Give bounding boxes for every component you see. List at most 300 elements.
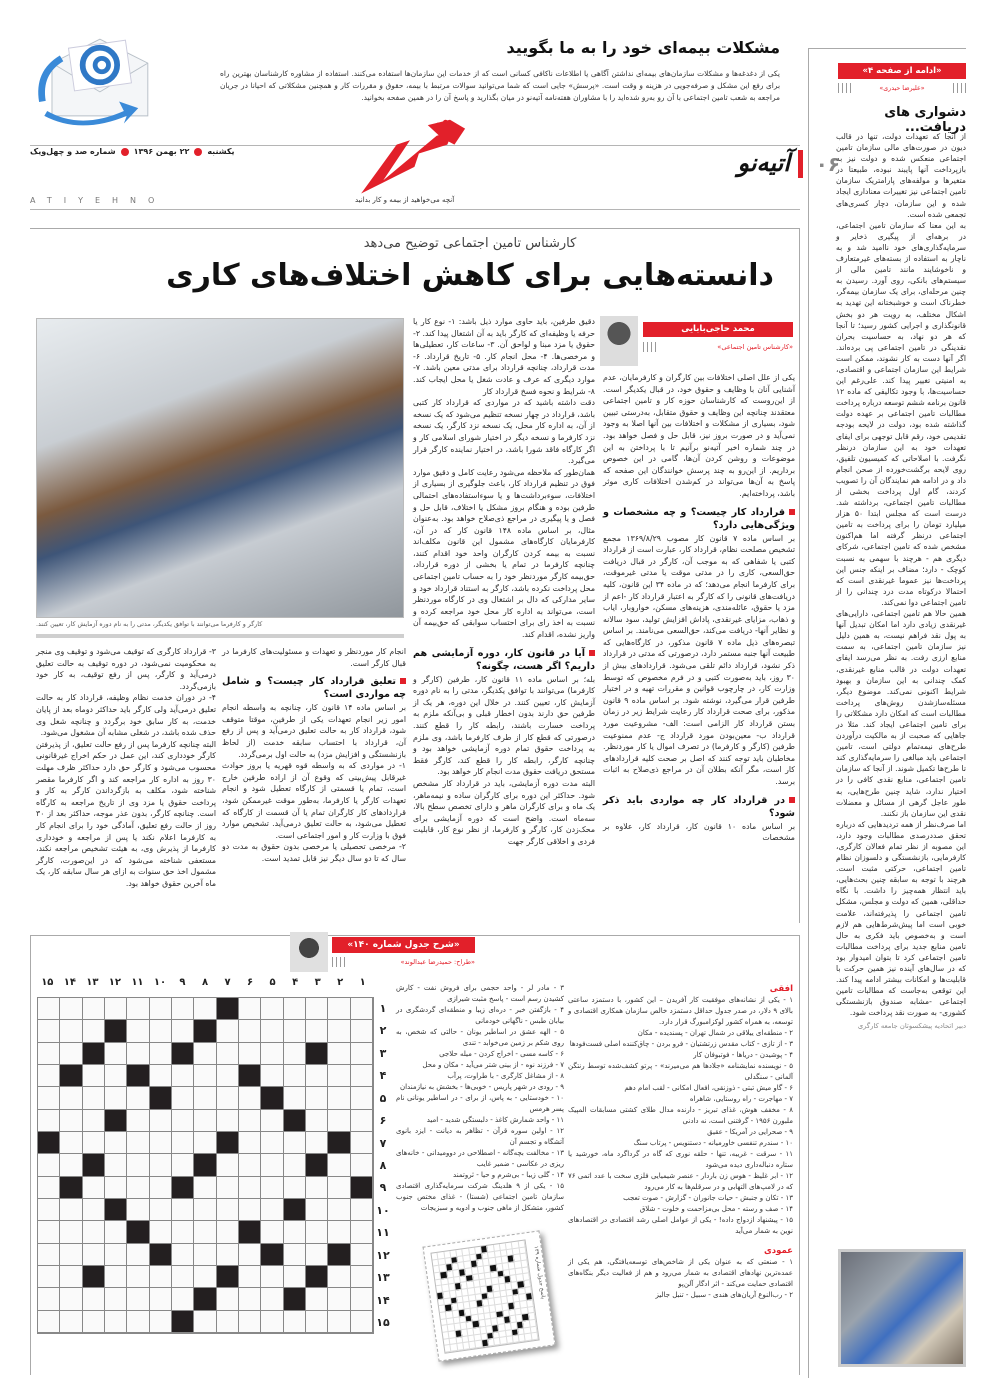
crossword-cell[interactable]	[284, 1065, 306, 1087]
article-paragraph: دقیق طرفین، باید حاوی موارد ذیل باشد: ۱- نوع کار یا حرفه یا وظیفه‌ای که کارگر باید به آن اشتغال پیدا کند. ۲- حقوق یا مزد مبنا و لواحق آن. ۳- ساعات کار، تعطیلی‌ها و مرخصی‌ها. ۴- محل انجام کار. ۵- تاریخ قرارداد. ۶- مدت قرارداد، چنانچه قرارداد برای مدتی معین باشد. ۷- موارد دیگری که عرف و عادت شغل یا محل ایجاب کند. ۸- شرایط و نحوه فسخ قرارداد کار	[413, 317, 595, 396]
clue: ۶ - کاسه مسی - اخراج کردن - میله حلاجی	[439, 1050, 564, 1058]
clue: ۱۰ - خودستایی - به پاس، از برای - در اساطیر یونانی نام پسر هرمس	[396, 1094, 564, 1113]
crossword-cell[interactable]	[261, 1043, 283, 1065]
crossword-cell[interactable]	[239, 998, 261, 1020]
author-name: محمد حاجی‌بابایی	[643, 322, 793, 337]
email-at-icon	[30, 20, 165, 135]
clue: ۱۴ - صف و رسته - محل بی‌مزاحمت و خلوت - شلاق	[639, 1205, 793, 1213]
crossword-cell[interactable]	[194, 1177, 216, 1199]
crossword-black-cell	[60, 1065, 82, 1087]
sidebar-paragraph: اما صرف‌نظر از همه تردیدهایی که درباره تحقق صددرصدی مطالبات وجود دارد، این مصوبه از نظر تمام فعالان کارگری، کارفرمایی، بازنشستگی و دلسوزان نظام تامین اجتماعی، حرکتی مثبت است. هرچند با توجه به سابقه چنین بحث‌هایی، باید انتظار همه‌چیز را داشت. با نگاه حداقلی، همین که دولت و مجلس، مشکل تامین اجتماعی را پذیرفته‌اند، علامت خوبی است اما پیش‌شرط‌هایی هم لازم است و به‌خصوص باید فکری به حال تامین منابع جدید برای پرداخت مطالبات تامین اجتماعی کرد تا بتوان امیدوار بود که در سال‌های آینده نیز همین حرکت با قابلیت‌ها و امکانات بیشتر ادامه پیدا کند. این توقعی به‌جاست که مطالبات تامین اجتماعی -مشابه صندوق بازنشستگی کشوری- به صورت نقد پرداخت شود.	[836, 819, 966, 1018]
clue: ۱۳ - تکان و جنبش - حیات جانوران - گزارش - صوت تعجب	[623, 1194, 793, 1202]
article-paragraph: بر اساس ماده ۷ قانون کار مصوب ۱۳۶۹/۸/۲۹ مجمع تشخیص مصلحت نظام، قرارداد کار، عبارت است از قرارداد کتبی یا شفاهی که به موجب آن، کارگر در قبال دریافت حق‌السعی، کاری را در مدتی موقت یا مدتی غیرموقت، برای کارفرما انجام می‌دهد؛ که در ماده ۳۴ این قانون، کلیه دریافت‌های قانونی را که کارگر به اعتبار قرارداد کار -اعم از مزد یا حقوق، عائله‌مندی، هزینه‌های مسکن، خواروبار، ایاب و ذهاب، مزایای غیرنقدی، پاداش افزایش تولید، سود سالانه و نظایر آنها- دریافت می‌کند، حق‌السعی می‌نامند. بر اساس تبصره‌های ذیل ماده ۷ قانون مذکور، در کارگاه‌هایی که طبیعت آنها جنبه مستمر دارد، درصورتی که مدتی در قرارداد ذکر نشود، قرارداد دائم تلقی می‌شود. قراردادهای بیش از ۳۰ روز، باید به‌صورت کتبی و در فرم مخصوص که توسط وزارت کار، در چارچوب قوانین و مقررات تهیه و در اختیار طرفین قرار می‌گیرد، نوشته شود. بر اساس ماده ۹ قانون مذکور، برای صحت قرارداد کار رعایت شرایط زیر در زمان بستن قرارداد کار الزامی است: الف- مشروعیت مورد قرارداد ب- معین‌بودن مورد قرارداد ج- عدم ممنوعیت طرفین (کارگر و کارفرما) در تصرف اموال یا کار موردنظر. مخاطبان باید توجه کنند که اصل بر صحت کلیه قراردادهای کار است، مگر آنکه بطلان آن در مراجع ذی‌صلاح به اثبات برسد.	[603, 533, 795, 786]
article-column-4	[36, 646, 216, 889]
crossword-cell[interactable]	[150, 1020, 172, 1042]
clue: ۱۳ - مخالفت بچه‌گانه - اصطلاحی در دوومیدانی - خانه‌های ریزی در عکاسی - ضمیر غایب	[396, 1149, 564, 1168]
crossword-cell[interactable]	[306, 998, 328, 1020]
crossword-cell[interactable]	[239, 1043, 261, 1065]
crossword-cell[interactable]	[217, 1244, 239, 1266]
crossword-cell[interactable]	[261, 1266, 283, 1288]
crossword-black-cell	[306, 1154, 328, 1176]
crossword-cell[interactable]	[83, 1221, 105, 1243]
crossword-cell[interactable]	[217, 1177, 239, 1199]
crossword-cell[interactable]	[83, 1132, 105, 1154]
crossword-cell[interactable]	[328, 1199, 350, 1221]
crossword-cell[interactable]	[150, 1043, 172, 1065]
designer-avatar	[290, 932, 328, 972]
crossword-cell[interactable]	[150, 1311, 172, 1333]
crossword-title: «شرح جدول شماره ۱۴۰»	[332, 937, 475, 953]
crossword-cell[interactable]	[60, 1311, 82, 1333]
article-paragraph: البته چنانچه کارفرما پس از رفع حالت تعلیق، از پذیرفتن کارگر خودداری کند، این عمل در حکم اخراج غیرقانونی محسوب می‌شود و کارگر حق دارد حداکثر ظرف مهلت ۳۰ روز به اداره کار مراجعه کند و اگر کارفرما مقصر شناخته شود، مکلف به بازگرداندن کارگر به کار و پرداخت حقوق یا مزد وی از تاریخ مراجعه به کارگاه است. چنانچه کارگر، بدون عذر موجه، حداکثر بعد از ۳۰ روز از حالت رفع تعلیق، آمادگی خود را برای انجام کار به کارفرما اعلام نکند یا پس از مراجعه و خودداری کارفرما از پذیرش وی، به هیئت تشخیص مراجعه نکند، مستعفی شناخته می‌شود که در این‌صورت، کارگر مشمول اخذ حق سنوات به ازای هر سال سابقه کار، یک ماه آخرین حقوق خواهد بود.	[36, 739, 216, 888]
clue: ۷ - مهاجرت - راه روستایی، شاهراه	[689, 1095, 793, 1103]
crossword-cell[interactable]	[351, 1199, 373, 1221]
crossword-cell[interactable]	[284, 1132, 306, 1154]
crossword-cell[interactable]	[351, 1266, 373, 1288]
crossword-cell[interactable]	[38, 1065, 60, 1087]
crossword-cell[interactable]	[306, 1132, 328, 1154]
crossword-cell[interactable]	[105, 998, 127, 1020]
crossword-cell[interactable]	[150, 1221, 172, 1243]
crossword-cell[interactable]	[306, 1288, 328, 1310]
crossword-black-cell	[306, 1043, 328, 1065]
crossword-cell[interactable]	[150, 1288, 172, 1310]
article-paragraph: دقت داشته باشید که در مواردی که قرارداد کار کتبی باشد، قرارداد در چهار نسخه تنظیم می‌شود که یک نسخه از آن، به اداره کار محل، یک نسخه نزد کارگر، یک نسخه نزد کارفرما و نسخه دیگر در اختیار شورای اسلامی کار و اگر کارگاه فاقد شورا باشد، در اختیار نماینده کارگر قرار می‌گیرد.	[413, 398, 595, 466]
crossword-cell[interactable]	[328, 1266, 350, 1288]
crossword-cell[interactable]	[105, 1266, 127, 1288]
article-photo	[36, 318, 404, 618]
author-avatar	[600, 316, 638, 366]
subheading-text: تعلیق قرارداد کار چیست؟ و شامل چه مواردی است؟	[222, 676, 406, 701]
row-number: ۶	[379, 1114, 387, 1128]
crossword-cell[interactable]	[127, 1266, 149, 1288]
crossword-cell[interactable]	[38, 1266, 60, 1288]
crossword-cell[interactable]	[105, 1311, 127, 1333]
crossword-cell[interactable]	[38, 1288, 60, 1310]
continued-from-banner: «ادامه از صفحه ۴»	[838, 63, 966, 79]
crossword-black-cell	[261, 1087, 283, 1109]
issue-number: شماره صد و چهل‌ویک	[30, 147, 116, 156]
crossword-cell[interactable]	[127, 1132, 149, 1154]
crossword-black-cell	[328, 1132, 350, 1154]
crossword-cell[interactable]	[239, 1244, 261, 1266]
crossword-cell[interactable]	[284, 1244, 306, 1266]
crossword-cell[interactable]	[172, 1199, 194, 1221]
crossword-cell[interactable]	[38, 1110, 60, 1132]
sidebar-author-line	[838, 83, 966, 93]
crossword-cell[interactable]	[60, 1221, 82, 1243]
crossword-cell[interactable]	[217, 1221, 239, 1243]
crossword-cell[interactable]	[261, 1065, 283, 1087]
crossword-cell[interactable]	[306, 1110, 328, 1132]
crossword-cell[interactable]	[351, 998, 373, 1020]
crossword-cell[interactable]	[172, 1288, 194, 1310]
crossword-cell[interactable]	[127, 1154, 149, 1176]
crossword-black-cell	[105, 1110, 127, 1132]
column-number: ۵	[269, 977, 276, 988]
crossword-cell[interactable]	[351, 1221, 373, 1243]
crossword-black-cell	[172, 1043, 194, 1065]
article-paragraph: ۲- مرخصی تحصیلی یا مرخصی بدون حقوق به مدت دو سال که تا دو سال دیگر نیز قابل تمدید است.	[222, 842, 406, 863]
subheading	[222, 675, 406, 701]
crossword-cell[interactable]	[60, 1288, 82, 1310]
crossword-cell[interactable]	[261, 1132, 283, 1154]
header-title: مشکلات بیمه‌ای خود را به ما بگویید	[506, 38, 780, 57]
tick-marks-icon	[953, 83, 966, 93]
crossword-cell[interactable]	[105, 1132, 127, 1154]
crossword-cell[interactable]	[351, 1043, 373, 1065]
crossword-cell[interactable]	[306, 1244, 328, 1266]
crossword-cell[interactable]	[284, 1266, 306, 1288]
crossword-cell[interactable]	[194, 1199, 216, 1221]
crossword-cell[interactable]	[38, 1043, 60, 1065]
crossword-cell[interactable]	[194, 1311, 216, 1333]
crossword-cell[interactable]	[105, 1221, 127, 1243]
crossword-cell[interactable]	[38, 1177, 60, 1199]
crossword-cell[interactable]	[150, 1132, 172, 1154]
crossword-cell[interactable]	[127, 1087, 149, 1109]
tick-marks-icon	[643, 342, 656, 352]
crossword-black-cell	[194, 1020, 216, 1042]
crossword-cell[interactable]	[351, 1087, 373, 1109]
crossword-cell[interactable]	[83, 998, 105, 1020]
crossword-cell[interactable]	[351, 1244, 373, 1266]
crossword-cell[interactable]	[239, 1311, 261, 1333]
crossword-cell[interactable]	[127, 1110, 149, 1132]
column-number: ۱۱	[131, 977, 144, 988]
crossword-cell[interactable]	[127, 1311, 149, 1333]
crossword-cell[interactable]	[127, 1020, 149, 1042]
crossword-cell[interactable]	[284, 1221, 306, 1243]
crossword-black-cell	[83, 1266, 105, 1288]
crossword-cell[interactable]	[83, 1110, 105, 1132]
sidebar-author: «علیرضا حیدری»	[879, 84, 925, 92]
crossword-cell[interactable]	[83, 1087, 105, 1109]
clue: ۳ - مادر لر - واحد حجمی برای فروش نفت - کارش کشیدن رسم است - پاسخ مثبت شیرازی	[396, 984, 564, 1003]
crossword-cell[interactable]	[105, 1065, 127, 1087]
crossword-cell[interactable]	[60, 1087, 82, 1109]
subheading-text: قرارداد کار چیست؟ و چه مشخصات و ویژگی‌هایی دارد؟	[603, 506, 795, 531]
article-column-2	[413, 316, 595, 848]
row-number: ۸	[379, 1159, 387, 1173]
crossword-cell[interactable]	[239, 1266, 261, 1288]
row-number: ۱۳	[376, 1271, 390, 1285]
crossword-cell[interactable]	[172, 1132, 194, 1154]
clues-vertical-title: عمودی	[764, 1246, 793, 1256]
clues-vertical-continued	[396, 983, 564, 1214]
clue: ۳ - از تازی - کتاب مقدس زرتشتیان - فرو بردن - چاق‌کننده اصلی فست‌فودها	[569, 1040, 793, 1048]
crossword-cell[interactable]	[261, 1311, 283, 1333]
crossword-cell[interactable]	[172, 1221, 194, 1243]
crossword-cell[interactable]	[351, 1065, 373, 1087]
sidebar-body	[836, 131, 966, 1031]
article-column-3	[222, 646, 406, 865]
crossword-cell[interactable]	[150, 998, 172, 1020]
crossword-cell[interactable]	[150, 1110, 172, 1132]
crossword-cell[interactable]	[306, 1020, 328, 1042]
crossword-cell[interactable]	[83, 1288, 105, 1310]
crossword-cell[interactable]	[60, 1132, 82, 1154]
clue: ۱۵ - پیشنهاد ازدواج داده! - یکی از عوامل اصلی رشد اقتصادی در اقتصادهای نوین به شمار می‌آید	[568, 1216, 793, 1235]
crossword-cell[interactable]	[83, 1244, 105, 1266]
crossword-cell[interactable]	[172, 1110, 194, 1132]
crossword-cell[interactable]	[60, 1020, 82, 1042]
clues-vertical-list	[568, 1257, 793, 1301]
clues-horizontal	[568, 983, 793, 1301]
crossword-cell[interactable]	[194, 1110, 216, 1132]
crossword-black-cell	[105, 1020, 127, 1042]
crossword-cell[interactable]	[328, 1154, 350, 1176]
subheading	[413, 647, 595, 673]
crossword-cell[interactable]	[306, 1065, 328, 1087]
crossword-cell[interactable]	[194, 1043, 216, 1065]
clue: ۸ - مخفف هوش، غذای تبریز - دارنده مدال طلای کشتی مسابقات المپیک ملبورن ۱۹۵۶ - گرفتنی است، نه دادنی	[568, 1106, 793, 1125]
crossword-cell[interactable]	[217, 1110, 239, 1132]
crossword-cell[interactable]	[351, 1311, 373, 1333]
crossword-cell[interactable]	[217, 1288, 239, 1310]
crossword-cell[interactable]	[284, 1043, 306, 1065]
crossword-cell[interactable]	[306, 1199, 328, 1221]
crossword-column-numbers	[36, 977, 374, 988]
crossword-cell[interactable]	[261, 1288, 283, 1310]
crossword-black-cell	[127, 1065, 149, 1087]
crossword-cell[interactable]	[306, 1087, 328, 1109]
crossword-cell[interactable]	[194, 1132, 216, 1154]
sidebar-credit: دبیر اتحادیه پیشکسوتان جامعه کارگری	[857, 1021, 966, 1030]
clues-horizontal-list	[568, 995, 793, 1237]
crossword-black-cell	[150, 1087, 172, 1109]
crossword-cell[interactable]	[351, 1110, 373, 1132]
crossword-cell[interactable]	[127, 1177, 149, 1199]
crossword-cell[interactable]	[194, 1087, 216, 1109]
clue: ۱۱ - واحد شمارش کاغذ - دلبستگی شدید - امید	[426, 1116, 564, 1124]
article-paragraph: البته مدت دوره آزمایشی، باید در قرارداد کار مشخص شود. حداکثر این دوره برای کارگران ساده و نیمه‌ماهر، یک ماه و برای کارگران ماهر و دارای تخصص سطح بالا، سه‌ماه است. واضح است که دوره آزمایشی برای محک‌زدن کار، کارگر و کارفرما، از نظر نوع کار، قابلیت فردی و اخلاقی کارگر جهت	[413, 778, 595, 846]
crossword-cell[interactable]	[38, 1311, 60, 1333]
crossword-cell[interactable]	[150, 1154, 172, 1176]
row-number: ۱۴	[376, 1293, 390, 1307]
column-number: ۱۲	[108, 977, 121, 988]
crossword-grid	[37, 997, 374, 1334]
clue: ۱۲ - اولین سوره قرآن - تظاهر به دیانت - ایزد بانوی آتشگاه و تجسم آن	[396, 1127, 564, 1146]
crossword-cell[interactable]	[328, 1043, 350, 1065]
crossword-cell[interactable]	[194, 998, 216, 1020]
crossword-cell[interactable]	[83, 1199, 105, 1221]
crossword-cell[interactable]	[38, 1199, 60, 1221]
crossword-cell[interactable]	[172, 1266, 194, 1288]
crossword-cell[interactable]	[172, 1087, 194, 1109]
crossword-cell[interactable]	[261, 1177, 283, 1199]
crossword-cell[interactable]	[105, 1154, 127, 1176]
crossword-cell[interactable]	[239, 1020, 261, 1042]
crossword-cell[interactable]	[328, 1087, 350, 1109]
crossword-cell[interactable]	[194, 1266, 216, 1288]
crossword-cell[interactable]	[284, 1311, 306, 1333]
red-square-icon	[789, 509, 795, 515]
crossword-black-cell	[194, 1288, 216, 1310]
clue: ۱۵ - یکی از ۹ هلدینگ شرکت سرمایه‌گذاری اقتصادی سازمان تامین اجتماعی (شستا) - غذای مختص جنوب کشور، متشکل از ماهی جنوب و ادویه و سبزیجات	[396, 1182, 564, 1212]
clue: ۱۰ - سندرم تنفسی خاورمیانه - دستنویس - پرتاب سنگ	[633, 1139, 793, 1147]
crossword-cell[interactable]	[328, 1221, 350, 1243]
row-number: ۱	[379, 1001, 387, 1015]
crossword-cell[interactable]	[284, 998, 306, 1020]
crossword-cell[interactable]	[306, 1311, 328, 1333]
crossword-cell[interactable]	[328, 1177, 350, 1199]
crossword-cell[interactable]	[105, 1087, 127, 1109]
crossword-cell[interactable]	[127, 1199, 149, 1221]
crossword-cell[interactable]	[284, 1087, 306, 1109]
clue: ۶ - گاو میش تبتی - ذوزنقی، افعال امکانی - لقب امام دهم	[624, 1084, 793, 1092]
crossword-cell[interactable]	[83, 1177, 105, 1199]
bullet-dot-icon	[194, 148, 202, 156]
crossword-cell[interactable]	[38, 1087, 60, 1109]
crossword-cell[interactable]	[60, 1110, 82, 1132]
crossword-cell[interactable]	[105, 1177, 127, 1199]
clues-horizontal-title: افقی	[769, 984, 793, 994]
subheading	[603, 794, 795, 820]
red-square-icon	[789, 797, 795, 803]
crossword-cell[interactable]	[127, 1288, 149, 1310]
crossword-cell[interactable]	[60, 998, 82, 1020]
crossword-cell[interactable]	[105, 1244, 127, 1266]
crossword-cell[interactable]	[217, 1311, 239, 1333]
crossword-cell[interactable]	[217, 1087, 239, 1109]
crossword-cell[interactable]	[284, 1177, 306, 1199]
crossword-cell[interactable]	[38, 1221, 60, 1243]
crossword-cell[interactable]	[261, 1110, 283, 1132]
crossword-cell[interactable]	[239, 1154, 261, 1176]
crossword-cell[interactable]	[217, 1065, 239, 1087]
clue: ۱۲ - ابر غلیظ - هوس زن باردار - عنصر شیمیایی فلزی سخت با عدد اتمی ۷۶ که در لامپ‌های التهابی و در سرقلم‌ها به کار می‌رود	[568, 1172, 793, 1191]
crossword-cell[interactable]	[351, 1154, 373, 1176]
clue: ۹ - رودی در شهر پاریس - خوبی‌ها - بخشش به نیازمندان	[399, 1083, 564, 1091]
crossword-cell[interactable]	[328, 998, 350, 1020]
crossword-cell[interactable]	[150, 1199, 172, 1221]
crossword-black-cell	[239, 1221, 261, 1243]
crossword-cell[interactable]	[261, 1154, 283, 1176]
crossword-cell[interactable]	[172, 1065, 194, 1087]
crossword-cell[interactable]	[38, 1154, 60, 1176]
column-number: ۱۳	[86, 977, 99, 988]
author-role-line	[643, 342, 793, 352]
article-paragraph: بله؛ بر اساس ماده ۱۱ قانون کار، طرفین (کارگر و کارفرما) می‌توانند با توافق یکدیگر، مدتی را به نام دوره آزمایش کار، تعیین کنند. در خلال این دوره، هر یک از طرفین حق دارند بدون اخطار قبلی و بی‌آنکه ملزم به پرداخت خسارت باشند، رابطه کار را قطع کنند. درصورتی که قطع کار از طرف کارفرما باشد، وی ملزم به پرداخت حقوق تمام دوره آزمایشی خواهد بود و چنانچه کارگر، رابطه کار را قطع کند، کارگر فقط مستحق دریافت حقوق مدت انجام کار خواهد بود.	[413, 674, 596, 777]
crossword-cell[interactable]	[239, 1199, 261, 1221]
crossword-cell[interactable]	[60, 1266, 82, 1288]
article-paragraph: ۴- در دوران خدمت نظام وظیفه، قرارداد کار به حالت تعلیق درمی‌آید ولی کارگر باید حداکثر دوماه بعد از پایان خدمت، به کار سابق خود برگردد و چنانچه شغل وی حذف شده باشد، در شغلی مشابه آن مشغول می‌شود.	[36, 693, 216, 738]
red-square-icon	[589, 650, 595, 656]
crossword-cell[interactable]	[306, 1177, 328, 1199]
crossword-cell[interactable]	[127, 1043, 149, 1065]
crossword-cell[interactable]	[261, 1020, 283, 1042]
solution-cell	[531, 1333, 538, 1340]
crossword-cell[interactable]	[217, 1199, 239, 1221]
crossword-cell[interactable]	[239, 1110, 261, 1132]
bullet-dot-icon	[121, 148, 129, 156]
crossword-cell[interactable]	[261, 1221, 283, 1243]
crossword-cell[interactable]	[239, 1177, 261, 1199]
crossword-black-cell	[172, 1311, 194, 1333]
crossword-cell[interactable]	[239, 1087, 261, 1109]
crossword-cell[interactable]	[284, 1020, 306, 1042]
crossword-cell[interactable]	[261, 998, 283, 1020]
crossword-cell[interactable]	[328, 1020, 350, 1042]
crossword-cell[interactable]	[194, 1065, 216, 1087]
article-paragraph: ۳- قرارداد کارگری که توقیف می‌شود و توقیف وی منجر به محکومیت نمی‌شود، در دوره توقیف به حالت تعلیق درمی‌آید و کارگر، پس از رفع توقیف، به کار خود بازمی‌گردد.	[36, 647, 216, 691]
crossword-cell[interactable]	[261, 1199, 283, 1221]
solution-grid	[430, 1239, 539, 1353]
crossword-cell[interactable]	[328, 1110, 350, 1132]
crossword-black-cell	[83, 1154, 105, 1176]
crossword-cell[interactable]	[194, 1221, 216, 1243]
crossword-cell[interactable]	[217, 1043, 239, 1065]
crossword-cell[interactable]	[127, 998, 149, 1020]
crossword-cell[interactable]	[150, 1177, 172, 1199]
crossword-cell[interactable]	[239, 1132, 261, 1154]
crossword-cell[interactable]	[83, 1020, 105, 1042]
clue: ۲ - رب‌النوع آریان‌های هندی - سبیل - تنبل جالیز	[655, 1291, 793, 1299]
latin-masthead: ATIYEHNO	[30, 196, 167, 205]
clue: ۱۱ - سرقت - غریبه، تنها - حلقه نوری که گاه در گرداگرد ماه، خورشید یا ستاره دنباله‌داری دیده می‌شود	[568, 1150, 793, 1169]
row-number: ۱۱	[376, 1226, 390, 1240]
photo-caption: کارگر و کارفرما می‌توانند با توافق یکدیگر، مدتی را به نام دوره آزمایش کار، تعیین کنند.	[36, 621, 263, 628]
crossword-black-cell	[217, 1132, 239, 1154]
crossword-cell[interactable]	[60, 1244, 82, 1266]
column-number: ۷	[224, 977, 231, 988]
crossword-cell[interactable]	[83, 1065, 105, 1087]
crossword-cell[interactable]	[105, 1288, 127, 1310]
subheading-text: در قرارداد کار چه مواردی باید ذکر شود؟	[603, 794, 795, 819]
crossword-cell[interactable]	[172, 1154, 194, 1176]
crossword-cell[interactable]	[328, 1311, 350, 1333]
crossword-cell[interactable]	[194, 1244, 216, 1266]
row-number: ۵	[379, 1091, 387, 1105]
crossword-cell[interactable]	[284, 1154, 306, 1176]
crossword-cell[interactable]	[328, 1065, 350, 1087]
sidebar-headline: دشواری های دریافت...	[884, 105, 966, 135]
crossword-cell[interactable]	[83, 1311, 105, 1333]
crossword-cell[interactable]	[172, 998, 194, 1020]
crossword-cell[interactable]	[217, 1154, 239, 1176]
crossword-cell[interactable]	[60, 1154, 82, 1176]
crossword-cell[interactable]	[217, 1020, 239, 1042]
crossword-cell[interactable]	[239, 1288, 261, 1310]
crossword-cell[interactable]	[60, 1043, 82, 1065]
crossword-cell[interactable]	[150, 1266, 172, 1288]
crossword-cell[interactable]	[105, 1043, 127, 1065]
author-role: «کارشناس تامین اجتماعی»	[717, 343, 793, 351]
row-number: ۴	[379, 1069, 387, 1083]
article-paragraph: انجام کار موردنظر و تعهدات و مسئولیت‌های کارفرما در قبال کارگر است.	[222, 647, 406, 668]
crossword-cell[interactable]	[351, 1288, 373, 1310]
crossword-cell[interactable]	[351, 1132, 373, 1154]
crossword-cell[interactable]	[306, 1221, 328, 1243]
crossword-cell[interactable]	[127, 1244, 149, 1266]
crossword-cell[interactable]	[150, 1065, 172, 1087]
column-number: ۹	[179, 977, 186, 988]
column-number: ۸	[201, 977, 209, 988]
crossword-cell[interactable]	[328, 1288, 350, 1310]
crossword-cell[interactable]	[172, 1244, 194, 1266]
crossword-cell[interactable]	[38, 1244, 60, 1266]
crossword-cell[interactable]	[60, 1199, 82, 1221]
crossword-cell[interactable]	[38, 1020, 60, 1042]
crossword-cell[interactable]	[38, 998, 60, 1020]
article-intro: یکی از علل اصلی اختلافات بین کارگران و کارفرمایان، عدم آشنایی آنان با وظایف و حقوق خود، در قبال یکدیگر است. از این‌روست که کارشناسان حوزه کار و تامین اجتماعی معتقدند چنانچه این وظایف و حقوق متقابل، به‌درستی تبیین شود، بسیاری از مشکلات و اختلافات بین آنها اصلا به وجود نمی‌آید و در صورت بروز نیز، قابل حل و فصل خواهد بود. در چند شماره اخیر آتیه‌نو برآنیم تا با پرداختن به این موضوعات و روشن کردن آن‌ها، گامی در این خصوص برداریم. از این‌رو به چند پرسش خوانندگان این صفحه که پاسخ به آن‌ها می‌تواند در کم‌شدن اختلافات کاری موثر باشد، پرداخته‌ایم.	[603, 373, 795, 498]
crossword-cell[interactable]	[172, 1020, 194, 1042]
column-number: ۳	[314, 977, 321, 988]
sidebar-column	[808, 48, 966, 1378]
crossword-cell[interactable]	[351, 1020, 373, 1042]
date-line	[30, 147, 235, 156]
